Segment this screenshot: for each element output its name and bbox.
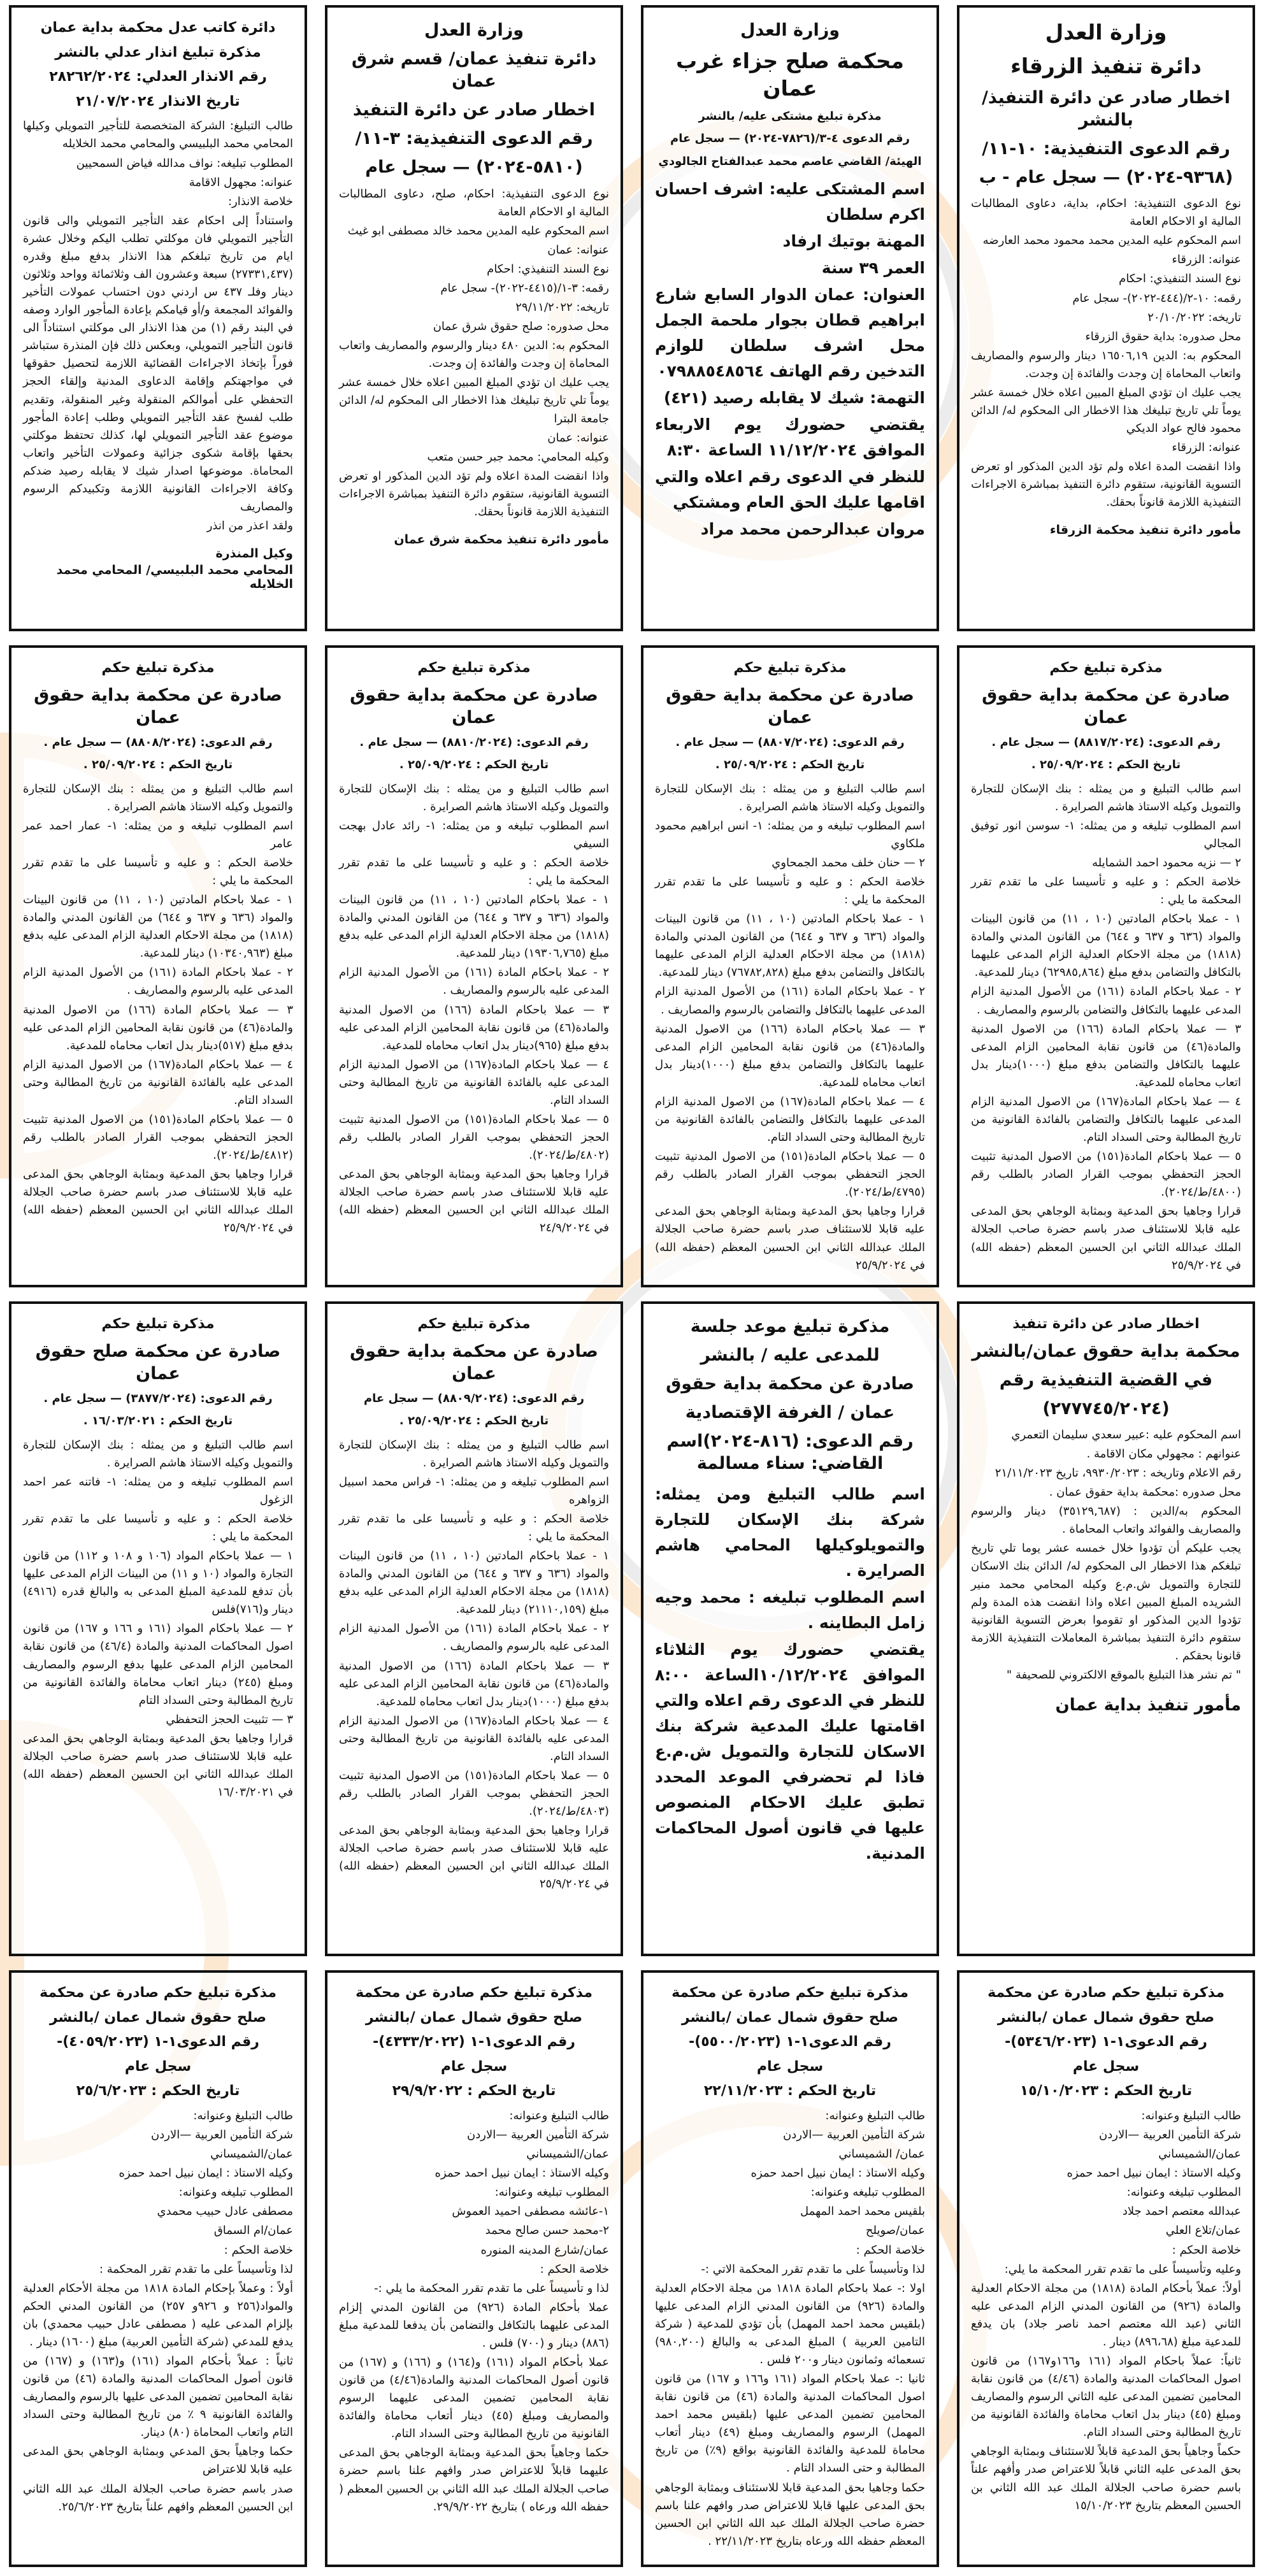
notice-paragraph: خلاصة الحكم : و عليه و تأسيسا على ما تقدم تقرر المحكمة ما يلي :: [339, 1512, 609, 1543]
notice-paragraph: طالب التبليغ: الشركة المتخصصة للتأجير التمويلي وكيلها المحامي محمد البلبيسي والمحامي محمد الخلايله: [23, 119, 293, 151]
notice-heading: صادرة عن محكمة بداية حقوق عمان: [350, 685, 598, 727]
notice-paragraph: اسم المطلوب تبليغه : محمد وجيه زامل البطاينه .: [655, 1587, 925, 1632]
notice-cell: [632, 0, 948, 640]
legal-notice: [957, 1301, 1255, 1956]
notice-heading: مذكرة تبليغ حكم: [417, 1316, 531, 1332]
notice-paragraph: ٢ - عملا باحكام المادة (١٦١) من الأصول المدنية الزام المدعى عليه بالرسوم والمصاريف .: [339, 1622, 609, 1654]
notice-heading: في القضية التنفيذية رقم: [999, 1370, 1213, 1390]
notice-heading: صادرة عن محكمة بداية حقوق: [666, 1374, 914, 1394]
notice-heading: سجل عام: [1072, 2058, 1140, 2075]
notice-paragraph: محل صدوره: صلح حقوق شرق عمان: [433, 320, 609, 334]
notice-heading: تاريخ الحكم : ٢٥/٠٩/٢٠٢٤ .: [399, 1414, 549, 1428]
notice-paragraph: ٢ - عملا باحكام المادة (١٦١) من الأصول المدنية الزام المدعى عليهما بالتكافل والتضامن بالرسوم والمصاريف .: [655, 985, 925, 1017]
notice-paragraph: أولاً : وعملاً بإحكام المادة ١٨١٨ من مجلة الأحكام العدلية والمواد(٢٥٦ و ٩٢٦و ٢٥٧) من القانون المدني الحكم بإلزام المدعى عليه ( مصطفى عادل حبيب محمدي) بان يدفع للمدعي (شركة التأمين العربية) مبلغ (١٦٠٠) دينار .: [23, 2281, 294, 2349]
notice-cell: [0, 1296, 316, 1965]
notice-paragraph: عملا بأحكام المواد (١٦١) و(١٦٤) و (١٦٦) و (١٦٧) من قانون أصول المحاكمات المدنية والمادة(٤/٤٦) من قانون نقابة المحامين تضمين المدعى عليهما الرسوم والمصاريف ومبلغ (٤٥) دينار أتعاب محاماة والفائدة القانونية من تاريخ المطالبة وحتى السداد التام.: [339, 2355, 609, 2441]
notice-paragraph: عمان/ الشميساني: [838, 2147, 925, 2161]
notice-paragraph: خلاصة الحكم :: [1172, 2243, 1241, 2257]
notice-paragraph: ١ - عملا باحكام المادتين (١٠ ، ١١) من قانون البينات والمواد (٦٣٦ و ٦٣٧ و ٦٤٤) من القانون المدني والمادة (١٨١٨) من مجلة الاحكام العدلية الزام المدعى عليهما بالتكافل والتضامن بدفع مبلغ (٧٦٧٨٢,٨٢٨) دينار للمدعية.: [655, 912, 925, 980]
notice-paragraph: اسم المطلوب تبليغه و من يمثله: ١- عمار احمد عمر عامر: [23, 819, 294, 850]
notice-paragraph: ٣ — عملا باحكام المادة (١٦٦) من الاصول المدنية والمادة(٤٦) من قانون نقابة المحامين الزام المدعى عليه بدفع مبلغ (٩٦٥)دينار بدل اتعاب محاماه للمدعية.: [339, 1003, 610, 1052]
notice-paragraph: المهنة بوتيك ارفاد: [782, 232, 925, 251]
notice-body: [971, 2107, 1241, 2515]
notice-paragraph: نوع السند التنفيذي: احكام: [1119, 272, 1241, 286]
notice-paragraph: خلاصة الحكم :: [856, 2243, 925, 2257]
notice-paragraph: ١ - عملا باحكام المادتين (١٠ ، ١١) من قانون البينات والمواد (٦٣٦ و ٦٣٧ و ٦٤٤) من القانون المدني والمادة (١٨١٨) من مجلة الاحكام العدلية الزام المدعى عليه بدفع مبلغ (١٠٣٤٠,٩٦٣) دينار للمدعية.: [23, 893, 293, 961]
notice-body: [971, 1426, 1241, 1684]
notice-paragraph: وكيله الاستاذ : ايمان نبيل احمد حمزه: [434, 2166, 609, 2180]
notice-paragraph: عمان/صويلح: [865, 2224, 925, 2238]
notice-heading: تاريخ الحكم : ٢٥/٠٩/٢٠٢٤ .: [1031, 758, 1181, 772]
notice-paragraph: اسم المطلوب تبليغه و من يمثله: ١- فراس محمد اسبيل الزواهره: [339, 1475, 609, 1506]
legal-notice: [9, 5, 307, 631]
notice-paragraph: عنوانه: عمان: [547, 243, 609, 257]
notice-paragraph: " تم نشر هذا التبليغ بالموقع الالكتروني للصحيفة ": [1006, 1668, 1241, 1682]
notice-paragraph: اسم طالب التبليغ و من يمثله : بنك الإسكان للتجارة والتمويل وكيله الاستاذ هاشم الصرايرة .: [339, 1438, 609, 1470]
notice-paragraph: ١ - عملا باحكام المادتين (١٠ ، ١١) من قانون البينات والمواد (٦٣٦ و ٦٣٧ و ٦٤٤) من القانون المدني والمادة (١٨١٨) من مجلة الاحكام العدلية الزام المدعى عليهما بالتكافل والتضامن بدفع مبلغ (٦٢٩٨٥,٨٦٤) دينار للمدعية.: [971, 912, 1241, 980]
legal-notice: [325, 1970, 623, 2567]
notice-body: [23, 117, 293, 535]
legal-notice: [641, 5, 939, 631]
notice-paragraph: لذا و تأسيساً على ما تقدم تقرر المحكمة ما يلي :-: [374, 2281, 609, 2295]
notice-paragraph: المحكوم به/الدين : (٣٥١٢٩,٦٨٧) دينار والرسوم والمصاريف والفوائد واتعاب المحاماة .: [971, 1505, 1241, 1536]
notice-body: [655, 2107, 925, 2551]
notice-heading: للمدعى عليه / بالنشر: [700, 1345, 880, 1366]
notice-body: [23, 780, 293, 1238]
notice-signature: مأمور دائرة تنفيذ محكمة شرق عمان: [394, 532, 609, 547]
notice-heading: محكمة بداية حقوق عمان/بالنشر: [972, 1341, 1240, 1361]
notice-heading: تاريخ الحكم : ٢٢/١١/٢٠٢٣: [703, 2083, 877, 2100]
notice-heading: اخطار صادر عن دائرة التنفيذ/ بالنشر: [982, 87, 1230, 130]
notice-paragraph: اسم طالب التبليغ و من يمثله : بنك الإسكان للتجارة والتمويل وكيله الاستاذ هاشم الصرايرة .: [23, 782, 293, 813]
notice-heading: تاريخ الحكم : ٢٥/٦/٢٠٢٣: [76, 2083, 240, 2100]
notice-cell: [316, 0, 632, 640]
legal-notice: [325, 1301, 623, 1956]
notice-heading: تاريخ الحكم : ٢٥/٠٩/٢٠٢٤ .: [83, 758, 233, 772]
notice-paragraph: للنظر في الدعوى رقم اعلاه والتي اقامها عليك الحق العام ومشتكي: [655, 468, 925, 512]
notice-cell: [0, 0, 316, 640]
notice-paragraph: ٤ — عملا باحكام المادة(١٦٧) من الاصول المدنية الزام المدعى عليه بالفائدة القانونية من تاريخ المطالبة وحتى السداد التام.: [339, 1714, 609, 1763]
notice-paragraph: طالب التبليغ وعنوانه:: [1141, 2108, 1241, 2122]
notice-paragraph: خلاصة الحكم : و عليه و تأسيسا على ما تقدم تقرر المحكمة ما يلي :: [339, 855, 609, 887]
notice-paragraph: المطلوب تبليغه وعنوانه:: [494, 2186, 609, 2200]
notice-heading: صادرة عن محكمة بداية حقوق عمان: [350, 1341, 598, 1384]
notice-heading: رقم الدعوى التنفيذية: ٣-١١/: [355, 129, 593, 149]
notice-paragraph: عمان/الشميساني: [1158, 2147, 1241, 2161]
notice-heading: وزارة العدل: [1045, 20, 1167, 45]
notice-paragraph: المحكوم به: الدين ٤٨٠ دينار والرسوم والمصاريف واتعاب المحاماة إن وجدت والفائدة إن وجدت.: [339, 339, 609, 371]
notice-paragraph: ٥ — عملا باحكام المادة(١٥١) من الاصول المدنية تثبيت الحجز التحفظي بموجب القرار الصادر بالطلب رقم (٤٨٠٣/ط/٢٠٢٤).: [339, 1768, 609, 1819]
notice-cell: [948, 1965, 1264, 2576]
notice-heading: محكمة صلح جزاء غرب عمان: [676, 48, 904, 101]
notice-heading: تاريخ الحكم : ١٥/١٠/٢٠٢٣: [1019, 2083, 1193, 2100]
notice-paragraph: المطلوب تبليغه وعنوانه:: [178, 2186, 293, 2200]
notice-cell: [316, 1965, 632, 2576]
notice-heading: دائرة كاتب عدل محكمة بداية عمان: [40, 20, 276, 36]
notice-heading: رقم الدعوى: (٨٨٠٨/٢٠٢٤) — سجل عام .: [43, 735, 273, 749]
notice-paragraph: اسم طالب التبليغ و من يمثله : بنك الإسكان للتجارة والتمويل وكيله الاستاذ هاشم الصرايرة .: [971, 782, 1241, 813]
notice-paragraph: ١ - عملا باحكام المادتين (١٠ ، ١١) من قانون البينات والمواد (٦٣٦ و ٦٣٧ و ٦٤٤) من القانون المدني والمادة (١٨١٨) من مجلة الاحكام العدلية الزام المدعى عليه بدفع مبلغ (٢١١١٠,١٥٩) دينار للمدعية.: [339, 1549, 609, 1617]
notice-heading: رقم الدعوى: (٨٨٠٩/٢٠٢٤) — سجل عام: [363, 1391, 585, 1405]
notice-heading: تاريخ الحكم : ٢٥/٠٩/٢٠٢٤ .: [715, 758, 865, 772]
legal-notice: [641, 1970, 939, 2567]
notice-paragraph: اسم طالب التبليغ ومن يمثله: شركة بنك الإسكان للتجارة والتمويلوكيلها المحامي هاشم الصرايرة .: [655, 1484, 925, 1580]
legal-notice: [9, 645, 307, 1287]
notice-paragraph: يجب عليك ان تؤدي المبلغ المبين اعلاه خلال خمسة عشر يوماً تلي تاريخ تبليغك هذا الاخطار الى المحكوم له/ الدائن جامعة البترا: [339, 376, 609, 426]
notice-paragraph: عمان/ام السماق: [213, 2224, 293, 2238]
notice-heading: تاريخ الحكم : ٢٩/٩/٢٠٢٢: [392, 2083, 556, 2100]
notice-paragraph: عمان/الشميساني: [526, 2147, 609, 2161]
notice-paragraph: ٢ - عملا باحكام المادة (١٦١) من الأصول المدنية الزام المدعى عليه بالرسوم والمصاريف .: [339, 966, 609, 998]
notice-paragraph: رقم الاعلام وتاريخه : ٩٩٣٠/٢٠٢٣، تاريخ ٢١/١١/٢٠٢٣: [995, 1466, 1241, 1480]
legal-notice: [9, 1301, 307, 1956]
notice-heading: مذكرة تبليغ حكم: [1049, 660, 1163, 676]
notice-paragraph: اسم المحكوم عليه :عبير سعدي سليمان التعمري: [1011, 1428, 1241, 1442]
notice-heading: (٩٣٦٨-٢٠٢٤) — سجل عام - ب: [979, 168, 1233, 188]
notice-paragraph: ٢ — عملا باحكام المواد (١٦١ و ١٦٦ و ١٦٧) من قانون اصول المحاكمات المدنية والمادة (٤٦/٤) من قانون نقابة المحامين الزام المدعى عليها بدفع الرسوم والمصاريف ومبلغ (٢٤٥) دينار اتعاب محاماة والفائدة القانونية من تاريخ المطالبة وحتى السداد التام: [23, 1622, 293, 1707]
notice-paragraph: واستناداً إلى احكام عقد التأجير التمويلي والى قانون التأجير التمويلي فان موكلتي تطلب اليكم وخلال عشرة ايام من تاريخ تبلغكم هذا الانذار بدفع مبلغ وقدره (٢٧٣٣١,٤٣٧) سبعة وعشرون الف وثلاثمائة وواحد وثلاثون دينار وفلـ ٤٣٧ س اردني دون احتساب عمولات التأخير والفوائد المجمعة و/أو قيامكم بإعادة المأجور الوارد وصفه في البند رقم (١) من هذا الانذار الى موكلتي استناداً الى قانون التأجير التمويلي، وبعكس ذلك فإن المنذرة ستباشر فوراً بإتخاذ الاجراءات القضائية اللازمة لتحصيل حقوقها في مواجهتكم وإقامة الدعاوى المدنية وإلقاء الحجز التحفظي على أموالكم المنقولة وغير المنقولة، وتقديم طلب لفسخ عقد التأجير التمويلي وطلب إعادة المأجور موضوع عقد التأجير التمويلي لها، كذلك تحتفظ موكلتي بحقها بإقامة شكوى جزائية وعمولات التأخير واتعاب المحاماة. موضوعها اصدار شيك لا يقابله رصيد ضدكم وكافة الاجراءات القانونية اللازمة وتكبيدكم الرسوم والمصاريف: [23, 213, 294, 514]
notice-body: [339, 1436, 609, 1894]
notice-paragraph: قرارا وجاهيا بحق المدعية وبمثابة الوجاهي بحق المدعى عليه قابلا للاستئناف صدر باسم حضرة صاحب الجلالة الملك عبدالله الثاني ابن الحسين المعظم (حفظه الله) في ١٦/٠٣/٢٠٢١: [23, 1731, 293, 1800]
notice-heading: مذكرة تبليغ حكم: [101, 660, 215, 676]
notice-heading: رقم الدعوى١-١ (٥٣٤٦/٢٠٢٣)-: [1005, 2034, 1207, 2050]
notice-paragraph: وكيله الاستاذ : ايمان نبيل احمد حمزه: [750, 2166, 925, 2180]
notice-heading: صلح حقوق شمال عمان /بالنشر: [365, 2009, 583, 2026]
notice-heading: رقم الانذار العدلي: ٢٨٢٦٢/٢٠٢٤: [49, 69, 267, 85]
notice-heading: مذكرة تبليغ حكم صادرة عن محكمة: [988, 1985, 1224, 2001]
notice-heading: دائرة تنفيذ عمان/ قسم شرق عمان: [351, 49, 597, 92]
notice-paragraph: ٣ — عملا باحكام المادة (١٦٦) من الاصول المدنية والمادة(٤٦) من قانون نقابة المحامين الزام المدعى عليه بدفع مبلغ (٥١٧)دينار بدل اتعاب محاماه للمدعية.: [23, 1003, 294, 1052]
notice-paragraph: ٢ - عملا باحكام المادة (١٦١) من الأصول المدنية الزام المدعى عليهما بالتكافل والتضامن بالرسوم والمصاريف .: [971, 985, 1241, 1017]
notice-paragraph: عنوانه: عمان: [547, 431, 609, 445]
notice-body: [655, 1482, 925, 1866]
notice-paragraph: اسم المشتكى عليه: اشرف احسان اكرم سلطان: [655, 180, 925, 224]
notice-paragraph: عمان/الشميساني: [210, 2147, 293, 2161]
notice-cell: [948, 1296, 1264, 1965]
notice-heading: الهيئة/ القاضي عاصم محمد عبدالفتاح الجالودي: [658, 154, 922, 168]
notice-cell: [948, 0, 1264, 640]
notice-heading: (٥٨١٠-٢٠٢٤) — سجل عام: [365, 157, 583, 178]
notice-paragraph: لذا وتأسيساً على ما تقدم تقرر المحكمة :: [99, 2262, 293, 2276]
notice-heading: صادرة عن محكمة بداية حقوق عمان: [34, 685, 282, 727]
notice-paragraph: قرارا وجاهيا بحق المدعية وبمثابة الوجاهي بحق المدعى عليه قابلا للاستئناف صدر باسم حضرة صاحب الجلالة الملك عبدالله الثاني ابن الحسين المعظم (حفظه الله) في ٢٥/٩/٢٠٢٤: [971, 1205, 1241, 1272]
notice-cell: [316, 640, 632, 1296]
notice-heading: مذكرة تبليغ حكم صادرة عن محكمة: [356, 1985, 592, 2001]
notice-heading: عمان / الغرفة الإقتصادية: [685, 1403, 895, 1423]
legal-notice: [957, 1970, 1255, 2567]
notice-paragraph: شركة التأمين العربية —الاردن: [1099, 2128, 1241, 2142]
notice-signature: المحامي محمد البلبيسي/ المحامي محمد الخلايله: [56, 563, 293, 592]
notice-heading: مذكرة تبليغ مشتكى عليه/ بالنشر: [698, 109, 882, 123]
notice-paragraph: وكيله المحامي: محمد جبر حسن متعب: [427, 450, 609, 464]
notice-heading: رقم الدعوى: (٣٨٧٧/٢٠٢٤) — سجل عام .: [43, 1391, 273, 1405]
notice-body: [23, 1436, 293, 1802]
notice-paragraph: عمان/تلاع العلي: [1165, 2224, 1241, 2238]
notice-paragraph: ثانياً: عملاً باحكام المواد (١٦١ و١٦٦و١٦٧) من قانون اصول المحاكمات المدنية والمادة (٤/٤٦) من قانون نقابة المحامين تضمين المدعى عليه الثاني الرسوم والمصاريف ومبلغ (٤٥) دينار بدل اتعاب محاماة والفائدة القانونية من تاريخ المطالبة وحتى السداد التام.: [971, 2354, 1241, 2440]
notice-paragraph: نوع الدعوى التنفيذية: احكام، صلح، دعاوى المطالبات المالية او الاحكام العامة: [339, 187, 609, 218]
notice-heading: مذكرة تبليغ موعد جلسة: [690, 1317, 890, 1336]
notice-paragraph: أولاً: عملاً بأحكام المادة (١٨١٨) من مجلة الاحكام العدلية والمادة (٩٢٦) من القانون المدني الزام المدعى عليه الثاني (عبد الله معتصم احمد ناصر جلاد) بان يدفع للمدعية مبلغ (٨٩٦،٦٨) دينار .: [971, 2281, 1241, 2349]
notice-heading: اخطار صادر عن دائرة تنفيذ: [1012, 1316, 1200, 1332]
notice-paragraph: تاريخه: ٢٩/١١/٢٠٢٢: [515, 301, 609, 315]
notice-heading: صادرة عن محكمة بداية حقوق عمان: [982, 685, 1230, 727]
notice-paragraph: ٥ — عملا باحكام المادة(١٥١) من الاصول المدنية تثبيت الحجز التحفظي بموجب القرار الصادر بالطلب رقم (٤٨١٢/ط/٢٠٢٤).: [23, 1112, 293, 1163]
notice-paragraph: حكما وجاهياً بحق المدعي وبمثابة الوجاهي بحق المدعى عليه قابلا للاعتراض: [23, 2445, 293, 2477]
notice-paragraph: محل صدوره: بداية حقوق الزرقاء: [1085, 329, 1241, 343]
notice-heading: صادرة عن محكمة بداية حقوق عمان: [666, 685, 914, 727]
notice-paragraph: اسم طالب التبليغ و من يمثله : بنك الإسكان للتجارة والتمويل وكيله الاستاذ هاشم الصرايرة .: [339, 782, 609, 813]
notice-paragraph: اسم المطلوب تبليغه و من يمثله: ١- رائد عادل بهجت السيفي: [339, 819, 609, 850]
notice-paragraph: ١-عائشه مصطفى احميد العموش: [452, 2205, 609, 2219]
notice-paragraph: المحكوم به: الدين ١٦٥٠٦,١٩ دينار والرسوم والمصاريف واتعاب المحاماة إن وجدت والفائدة إن وجدت.: [971, 348, 1241, 380]
notice-paragraph: عمان/شارع المدينه المنوره: [480, 2243, 609, 2257]
notice-paragraph: خلاصة الحكم : و عليه و تأسيسا على ما تقدم تقرر المحكمة ما يلي :: [23, 855, 293, 887]
notice-heading: دائرة تنفيذ الزرقاء: [1010, 53, 1202, 78]
notice-paragraph: رقمه: ١٠-٢/(٤٤٤-٢٠٢٢)- سجل عام: [1072, 291, 1241, 305]
notice-body: [23, 2107, 293, 2516]
notice-paragraph: بلقيس محمد احمد المهمل: [800, 2205, 925, 2219]
notice-paragraph: اسم المطلوب تبليغه و من يمثله: ١- سوسن انور توفيق المجالي: [971, 819, 1241, 850]
notice-paragraph: قرارا وجاهيا بحق المدعية وبمثابة الوجاهي بحق المدعى عليه قابلا للاستئناف صدر باسم حضرة صاحب الجلالة الملك عبدالله الثاني ابن الحسين المعظم (حفظه الله) في ٢٥/٩/٢٠٢٤: [655, 1205, 925, 1272]
notice-paragraph: التهمة: شيك لا يقابله رصيد (٤٢١): [663, 389, 925, 408]
notice-heading: صادرة عن محكمة صلح حقوق عمان: [35, 1341, 281, 1384]
notice-heading: رقم الدعوى١-١ (٤٣٣٣/٢٠٢٢)-: [373, 2034, 575, 2050]
notice-paragraph: اسم المحكوم عليه المدين محمد محمود محمد العارضه: [982, 234, 1241, 248]
legal-notice: [9, 1970, 307, 2567]
legal-notice: [957, 5, 1255, 631]
notice-paragraph: ٥ — عملا باحكام المادة(١٥١) من الاصول المدنية تثبيت الحجز التحفظي بموجب القرار الصادر بالطلب رقم (٤٨٠٢/ط/٢٠٢٤).: [339, 1112, 609, 1163]
notice-paragraph: المطلوب تبليغه: نواف مدالله فياض السمحيين: [76, 156, 293, 170]
notice-paragraph: عملا بأحكام المادة (٩٢٦) من القانون المدني إلزام المدعى عليهما بالتكافل والتضامن بأن يدفعا للمدعية مبلغ (٨٨٦) دينار و (٧٠٠) فلس .: [339, 2300, 609, 2350]
notice-paragraph: ٣ — عملا باحكام المادة (١٦٦) من الاصول المدنية والمادة(٤٦) من قانون نقابة المحامين الزام المدعى عليهما بالتكافل والتضامن بدفع مبلغ (١٠٠٠)دينار بدل اتعاب محاماه للمدعية.: [971, 1022, 1242, 1089]
notice-paragraph: ١ — عملا باحكام المواد (١٠٦ و ١٠٨ و ١١٢) من قانون التجارة والمواد (١٠ و ١١) من البينات الزام المدعى عليها بأن تدفع للمدعية المبلغ المدعى به والبالغ قدره (٤٩١٦) دينار و(٧١٦)فلس: [23, 1549, 293, 1617]
notice-heading: مذكرة تبليغ حكم صادرة عن محكمة: [40, 1985, 276, 2001]
notice-paragraph: ٢-محمد حسن صالح محمد: [485, 2224, 609, 2238]
notice-paragraph: العنوان: عمان الدوار السابع شارع ابراهيم قطان بجوار ملحمة الجمل محل اشرف سلطان للوازم التدخين رقم الهاتف ٠٧٩٨٨٥٤٨٥٦٤: [655, 285, 925, 381]
notice-heading: اخطار صادر عن دائرة التنفيذ: [352, 100, 596, 120]
notice-paragraph: شركة التأمين العربية —الاردن: [783, 2128, 925, 2142]
notice-paragraph: ٣ — عملا باحكام المادة (١٦٦) من الاصول المدنية والمادة(٤٦) من قانون نقابة المحامين الزام المدعى عليه بدفع مبلغ (١٠٠٠)دينار بدل اتعاب محاماه للمدعية.: [339, 1659, 610, 1708]
notice-paragraph: اسم المحكوم عليه المدين محمد خالد مصطفى ابو غيث: [347, 224, 609, 238]
notice-paragraph: اسم المطلوب تبليغه و من يمثله: ١- انس ابراهيم محمود ملكاوي: [655, 819, 925, 850]
notice-paragraph: حكما وجاهيا بحق المدعية قابلا للاستئناف وبمثابة الوجاهي بحق المدعى عليها قابلا للاعتراض صدر وافهم علنا باسم حضرة صاحب الجلالة الملك عبد الله الثاني ابن الحسين المعظم حفظه الله ورعاه بتاريخ ٢٢/١١/٢٠٢٣ .: [655, 2480, 925, 2548]
notice-paragraph: العمر ٣٩ سنة: [821, 259, 925, 278]
notice-paragraph: يقتضي حضورك يوم الثلاثاء الموافق ١٠/١٢/٢٠٢٤الساعة ٨:٠٠ للنظر في الدعوى رقم اعلاه والتي اقامتها عليك المدعية شركة بنك الاسكان للتجارة والتمويل ش.م.ع فاذا لم تحضرفي الموعد المحدد تطبق عليك الاحكام المنصوص عليها في قانون أصول المحاكمات المدنية.: [655, 1640, 925, 1863]
notice-body: [339, 2107, 609, 2516]
notice-cell: [0, 640, 316, 1296]
notice-paragraph: مروان عبدالرحمن محمد مراد: [700, 520, 925, 539]
notice-paragraph: خلاصة الحكم :: [224, 2243, 293, 2257]
notice-paragraph: ٢ — نزيه محمود احمد الشمايله: [1092, 855, 1241, 869]
notice-cell: [632, 1296, 948, 1965]
notice-cell: [632, 1965, 948, 2576]
notice-paragraph: المطلوب تبليغه وعنوانه:: [1126, 2186, 1241, 2200]
notice-cell: [316, 1296, 632, 1965]
notice-paragraph: وكيله الاستاذ : ايمان نبيل احمد حمزه: [1066, 2166, 1241, 2180]
notice-cell: [948, 640, 1264, 1296]
notice-paragraph: ٣ — عملا باحكام المادة (١٦٦) من الاصول المدنية والمادة(٤٦) من قانون نقابة المحامين الزام المدعى عليهما بالتكافل والتضامن بدفع مبلغ (١٠٠٠)دينار بدل اتعاب محاماه للمدعية.: [655, 1022, 926, 1089]
notice-body: [339, 185, 609, 521]
notice-heading: تاريخ الحكم : ١٦/٠٣/٢٠٢١ .: [83, 1414, 233, 1428]
notice-heading: تاريخ الحكم : ٢٥/٠٩/٢٠٢٤ .: [399, 758, 549, 772]
notice-heading: رقم الدعوى ٤-٣/(٧٨٢٦-٢٠٢٤) — سجل عام: [670, 132, 910, 146]
notice-paragraph: واذا انقضت المدة اعلاه ولم تؤد الدين المذكور او تعرض التسوية القانونية، ستقوم دائرة التنفيذ بمباشرة الاجراءات التنفيذية اللازمة قانوناً بحقك.: [971, 460, 1241, 510]
notice-heading: رقم الدعوى: (٨٨١٠/٢٠٢٤) — سجل عام .: [359, 735, 589, 749]
notice-heading: مذكرة تبليغ حكم: [417, 660, 531, 676]
notice-paragraph: طالب التبليغ وعنوانه:: [509, 2108, 609, 2122]
notice-paragraph: خلاصة الحكم :: [540, 2262, 609, 2276]
notice-paragraph: صدر باسم حضرة صاحب الجلالة الملك عبد الله الثاني ابن الحسين المعظم وافهم علناً بتاريخ ٢٥/٦/٢٠٢٣.: [23, 2482, 293, 2514]
notice-paragraph: يجب عليك ان تؤدي المبلغ المبين اعلاه خلال خمسة عشر يوماً تلي تاريخ تبليغك هذا الاخطار الى المحكوم له/ الدائن محمود فالح عواد الديكي: [971, 385, 1241, 436]
legal-notice: [325, 5, 623, 631]
notice-heading: تاريخ الانذار ٢١/٠٧/٢٠٢٤: [76, 93, 240, 110]
notice-body: [971, 780, 1241, 1275]
notice-paragraph: يقتضي حضورك يوم الاربعاء الموافق ١١/١٢/٢٠٢٤ الساعة ٨:٣٠: [655, 415, 925, 460]
notice-heading: رقم الدعوى: (٨١٦-٢٠٢٤)اسم القاضي: سناء مسالمة: [666, 1431, 914, 1474]
notice-paragraph: لذا وتأسيساً على ما تقدم تقرر المحكمة الاتي :-: [701, 2262, 925, 2276]
notice-paragraph: نوع الدعوى التنفيذية: احكام، بداية، دعاوى المطالبات المالية او الاحكام العامة: [971, 197, 1241, 229]
notice-paragraph: محل صدوره :محكمة بداية حقوق عمان .: [1049, 1485, 1241, 1499]
notice-paragraph: نوع السند التنفيذي: احكام: [487, 262, 609, 276]
legal-notice: [957, 645, 1255, 1287]
notice-paragraph: خلاصة الحكم : و عليه و تأسيسا على ما تقدم تقرر المحكمة ما يلي :: [971, 875, 1241, 907]
notice-paragraph: ٥ — عملا باحكام المادة(١٥١) من الاصول المدنية تثبيت الحجز التحفظي بموجب القرار الصادر بالطلب رقم (٤٨٠٠/ط/٢٠٢٤).: [971, 1150, 1241, 1199]
notice-paragraph: ٣ — تثبيت الحجز التحفظي: [166, 1712, 293, 1726]
notice-paragraph: قرارا وجاهيا بحق المدعية وبمثابة الوجاهي بحق المدعى عليه قابلا للاستئناف صدر باسم حضرة صاحب الجلالة الملك عبدالله الثاني ابن الحسين المعظم (حفظه الله) في ٢٥/٩/٢٠٢٤: [339, 1824, 609, 1891]
notice-paragraph: ٤ — عملا باحكام المادة(١٦٧) من الاصول المدنية الزام المدعى عليه بالفائدة القانونية من تاريخ المطالبة وحتى السداد التام.: [339, 1057, 609, 1107]
notice-heading: مذكرة تبليغ حكم: [733, 660, 847, 676]
notice-paragraph: ١ - عملا باحكام المادتين (١٠ ، ١١) من قانون البينات والمواد (٦٣٦ و ٦٣٧ و ٦٤٤) من القانون المدني والمادة (١٨١٨) من مجلة الاحكام العدلية الزام المدعى عليه بدفع مبلغ (١٩٣٠٦,٧٦٥) دينار للمدعية.: [339, 893, 609, 961]
notice-paragraph: ٥ — عملا باحكام المادة(١٥١) من الاصول المدنية تثبيت الحجز التحفظي بموجب القرار الصادر بالطلب رقم (٤٧٩٥/ط/٢٠٢٤).: [655, 1150, 925, 1199]
notice-paragraph: طالب التبليغ وعنوانه:: [193, 2108, 293, 2122]
notice-heading: مذكرة تبليغ حكم: [101, 1316, 215, 1332]
notice-paragraph: اسم طالب التبليغ و من يمثله : بنك الإسكان للتجارة والتمويل وكيله الاستاذ هاشم الصرايرة .: [655, 782, 925, 813]
notice-paragraph: خلاصة الحكم : و عليه و تأسيسا على ما تقدم تقرر المحكمة ما يلي :: [655, 875, 925, 907]
notice-paragraph: عبدالله معتصم احمد جلاد: [1122, 2205, 1241, 2219]
notice-paragraph: اولا :- عملا باحكام المادة ١٨١٨ من مجلة الاحكام العدلية والمادة (٩٢٦) من القانون المدني الزام المدعى عليها (بلقيس محمد احمد المهمل) بأن تؤدي للمدعية ( شركة التامين العربية ) المبلغ المدعى به والبالغ (٩٨٠,٢٠٠) تسعمائه وثمانون دينار و٢٠٠ فلس .: [655, 2281, 926, 2366]
notice-heading: وزارة العدل: [740, 20, 840, 40]
notice-body: [655, 176, 925, 542]
notice-paragraph: ٢ — حنان خلف محمد الجمحاوي: [772, 855, 925, 869]
notice-body: [971, 195, 1241, 512]
notice-cell: [0, 1965, 316, 2576]
notice-paragraph: خلاصة الانذار:: [227, 194, 293, 208]
legal-notice: [325, 645, 623, 1287]
notice-paragraph: ولقد اعذر من انذر: [206, 519, 293, 533]
notice-heading: صلح حقوق شمال عمان /بالنشر: [681, 2009, 899, 2026]
notice-body: [339, 780, 609, 1238]
notice-heading: (٢٧٧٧٤٥/٢٠٢٤): [1042, 1398, 1170, 1419]
notice-signature: مأمور تنفيذ بداية عمان: [1055, 1695, 1241, 1715]
notice-paragraph: واذا انقضت المدة اعلاه ولم تؤد الدين المذكور او تعرض التسوية القانونية، ستقوم دائرة التنفيذ بمباشرة الاجراءات التنفيذية اللازمة قانوناً بحقك.: [339, 469, 609, 519]
notice-paragraph: ٤ — عملا باحكام المادة(١٦٧) من الاصول المدنية الزام المدعى عليهما بالتكافل والتضامن بالفائدة القانونية من تاريخ المطالبة وحتى السداد التام.: [655, 1094, 925, 1145]
notice-signature: مأمور دائرة تنفيذ محكمة الزرقاء: [1049, 523, 1241, 538]
notice-paragraph: شركة التأمين العربية —الاردن: [151, 2128, 293, 2142]
notice-paragraph: ٤ — عملا باحكام المادة(١٦٧) من الاصول المدنية الزام المدعى عليهما بالتكافل والتضامن بالفائدة القانونية من تاريخ المطالبة وحتى السداد التام.: [971, 1094, 1241, 1145]
notice-paragraph: رقمه: ٣-١/(٤٤١٥-٢٠٢٢)- سجل عام: [440, 281, 609, 295]
notice-heading: رقم الدعوى١-١ (٥٥٠٠/٢٠٢٣)-: [689, 2034, 891, 2050]
notice-heading: رقم الدعوى: (٨٨١٧/٢٠٢٤) — سجل عام .: [991, 735, 1221, 749]
notice-heading: وزارة العدل: [424, 20, 524, 40]
notice-paragraph: ثانياً : عملاً بأحكام المواد (١٦١) و(١٦٣) و (١٦٧) من قانون أصول المحاكمات المدنية والمادة (٤٦) من قانون نقابة المحامين تضمين المدعى عليها بالرسوم والمصاريف والفائدة القانونية ٩ ٪ من تاريخ المطالبة وحتى السداد التام واتعاب المحاماة (٨٠) دينار.: [23, 2354, 294, 2440]
notice-heading: رقم الدعوى التنفيذية: ١٠-١١/: [982, 138, 1230, 159]
notice-heading: رقم الدعوى١-١ (٤٠٥٩/٢٠٢٣)-: [57, 2034, 259, 2050]
notice-body: [655, 780, 925, 1275]
notice-paragraph: ثانيا :- عملا باحكام المواد (١٦١ و١٦٦ و ١٦٧) من قانون اصول المحاكمات المدنية والمادة (٤٦) من قانون نقابة المحامين تضمين المدعى عليها (بلقيس محمد احمد المهمل) الرسوم والمصاريف ومبلغ (٤٩) دينار أتعاب محاماة للمدعية والفائدة القانونية بواقع (٩٪) من تاريخ المطالبة و حتى السداد التام .: [655, 2372, 926, 2475]
notice-heading: صلح حقوق شمال عمان /بالنشر: [997, 2009, 1215, 2026]
notice-paragraph: وكيله الاستاذ : ايمان نبيل احمد حمزه: [118, 2166, 293, 2180]
notice-heading: سجل عام: [756, 2058, 824, 2075]
notice-signature: وكيل المنذرة: [215, 547, 293, 561]
notice-paragraph: خلاصة الحكم : و عليه و تأسيسا على ما تقدم تقرر المحكمة ما يلي :: [23, 1512, 293, 1543]
legal-notice: [641, 1301, 939, 1956]
notice-cell: [632, 640, 948, 1296]
notice-paragraph: عنوانه: الزرقاء: [1172, 253, 1241, 267]
notice-paragraph: اسم طالب التبليغ و من يمثله : بنك الإسكان للتجارة والتمويل وكيله الاستاذ هاشم الصرايرة .: [23, 1438, 293, 1470]
notice-paragraph: وعليه وتأسيساً على ما تقدم تقرر المحكمة ما يلي:: [1004, 2262, 1241, 2276]
notice-heading: سجل عام: [440, 2058, 508, 2075]
notice-paragraph: يجب عليكم أن تؤدوا خلال خمسه عشر يوما تلي تاريخ تبلغكم هذا الاخطار الى المحكوم له/ الدائن بنك الاسكان للتجارة والتمويل ش.م.ع وكيله المحامي محمد منير الشريده المبلغ المبين اعلاه واذا انقضت هذه المدة ولم تؤدوا الدين المذكور او تقوموا بعرض التسوية القانونية ستقوم دائرة التنفيذ بمباشرة المعاملات التنفيذية اللازمة قانونا بحقكم .: [971, 1542, 1241, 1663]
notice-heading: مذكرة تبليغ حكم صادرة عن محكمة: [672, 1985, 908, 2001]
notice-paragraph: حكما وجاهياً بحق المدعية وبمثابة الوجاهي بحق المدعى عليهما قابلاً للاعتراض صدر وافهم علنا باسم حضرة صاحب الجلالة الملك عبد الله الثاني بن الحسين المعظم ( حفظه الله ورعاه ) بتاريخ ٢٩/٩/٢٠٢٢.: [339, 2446, 609, 2514]
legal-notice: [641, 645, 939, 1287]
notice-paragraph: قرارا وجاهيا بحق المدعية وبمثابة الوجاهي بحق المدعى عليه قابلا للاستئناف صدر باسم حضرة صاحب الجلالة الملك عبدالله الثاني ابن الحسين المعظم (حفظه الله) في ٢٤/٩/٢٠٢٤: [339, 1168, 609, 1235]
notice-paragraph: قرارا وجاهيا بحق المدعية وبمثابة الوجاهي بحق المدعى عليه قابلا للاستئناف صدر باسم حضرة صاحب الجلالة الملك عبدالله الثاني ابن الحسين المعظم (حفظه الله) في ٢٥/٩/٢٠٢٤: [23, 1168, 293, 1235]
notice-paragraph: عنوانه: مجهول الاقامة: [189, 175, 293, 189]
notice-paragraph: عنوانه: الزرقاء: [1172, 441, 1241, 455]
notice-paragraph: شركة التأمين العربية —الاردن: [467, 2128, 609, 2142]
notice-heading: صلح حقوق شمال عمان /بالنشر: [49, 2009, 267, 2026]
notice-paragraph: طالب التبليغ وعنوانه:: [825, 2108, 925, 2122]
notice-heading: مذكرة تبليغ انذار عدلي بالنشر: [55, 44, 261, 61]
notice-paragraph: ٢ - عملا باحكام المادة (١٦١) من الأصول المدنية الزام المدعى عليه بالرسوم والمصاريف .: [23, 966, 293, 998]
notice-paragraph: مصطفى عادل حبيب محمدي: [157, 2205, 293, 2219]
notice-paragraph: حكماً وجاهياً بحق المدعية قابلاً للاستئناف وبمثابة الوجاهي بحق المدعى عليه الثاني قابلاً للاعتراض صدر وأفهم علناً باسم حضرة صاحب الجلالة الملك عبد الله الثاني بن الحسين المعظم بتاريخ ١٥/١٠/٢٠٢٣: [971, 2445, 1241, 2512]
notice-paragraph: اسم المطلوب تبليغه و من يمثله: ١- فاتنه عمر احمد الزغول: [23, 1475, 293, 1506]
notice-heading: سجل عام: [124, 2058, 192, 2075]
notice-paragraph: المطلوب تبليغه وعنوانه:: [810, 2186, 925, 2200]
notice-paragraph: ٤ — عملا باحكام المادة(١٦٧) من الاصول المدنية الزام المدعى عليه بالفائدة القانونية من تاريخ المطالبة وحتى السداد التام.: [23, 1057, 293, 1107]
notice-paragraph: تاريخه: ٢٠/١٠/٢٠٢٢: [1147, 310, 1241, 324]
notice-paragraph: عنوانهم : مجهولي مكان الاقامة .: [1086, 1447, 1241, 1461]
notice-heading: رقم الدعوى: (٨٨٠٧/٢٠٢٤) — سجل عام .: [675, 735, 905, 749]
